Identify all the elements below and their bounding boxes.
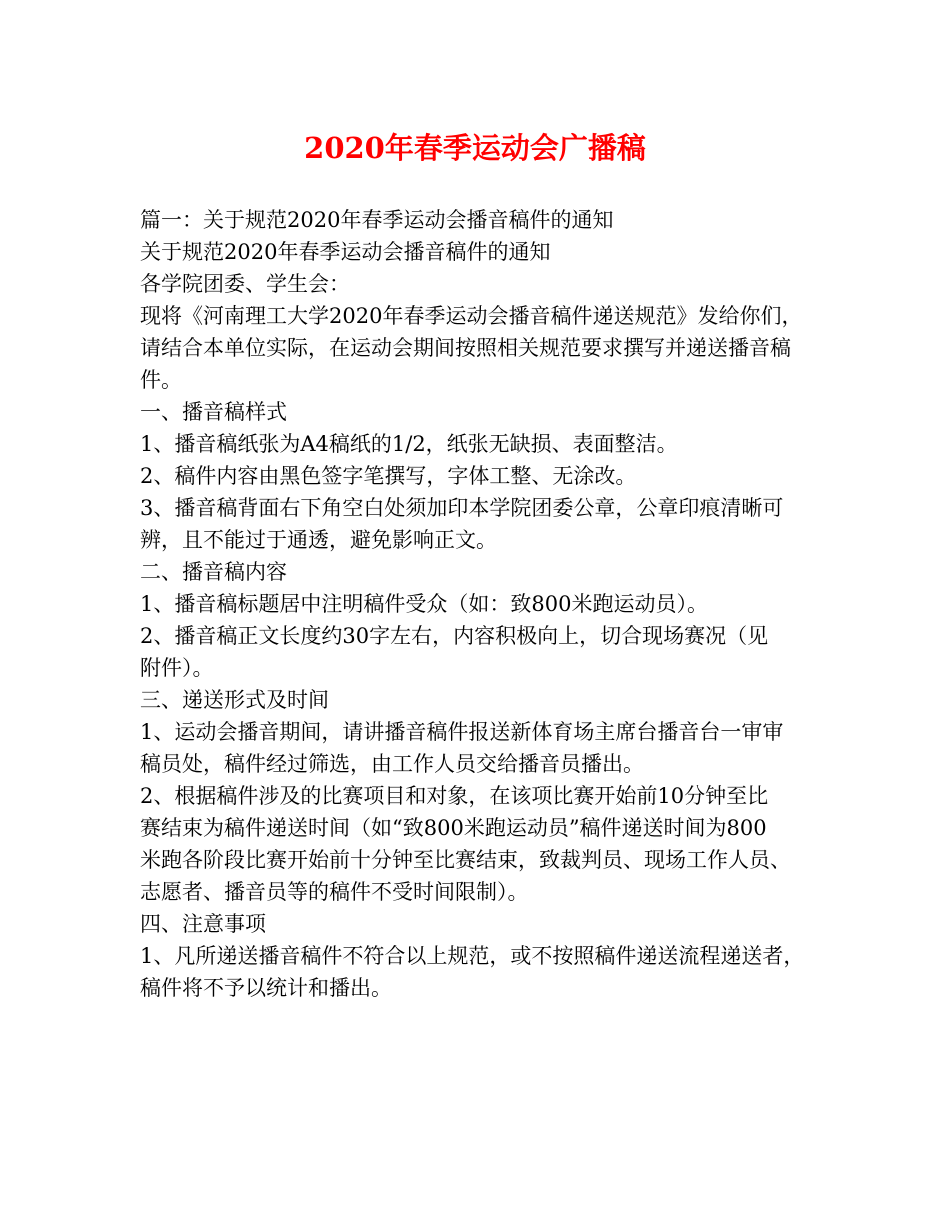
document-title: 2020年春季运动会广播稿 xyxy=(304,131,646,165)
text-line: 二、播音稿内容 xyxy=(140,560,287,584)
text-line: 请结合本单位实际，在运动会期间按照相关规范要求撰写并递送播音稿 xyxy=(140,336,791,360)
text-line: 2、播音稿正文长度约30字左右，内容积极向上，切合现场赛况（见 xyxy=(140,624,769,648)
text-line: 赛结束为稿件递送时间（如“致800米跑运动员”稿件递送时间为800 xyxy=(140,816,767,840)
text-line: 1、运动会播音期间，请讲播音稿件报送新体育场主席台播音台一审审 xyxy=(140,720,784,744)
text-line: 三、递送形式及时间 xyxy=(140,688,329,712)
text-line: 各学院团委、学生会： xyxy=(140,272,350,296)
text-line: 稿员处，稿件经过筛选，由工作人员交给播音员播出。 xyxy=(140,752,644,776)
text-line: 米跑各阶段比赛开始前十分钟至比赛结束，致裁判员、现场工作人员、 xyxy=(140,848,791,872)
text-line: 一、播音稿样式 xyxy=(140,400,287,424)
text-line: 1、凡所递送播音稿件不符合以上规范，或不按照稿件递送流程递送者， xyxy=(140,944,805,968)
text-line: 现将《河南理工大学2020年春季运动会播音稿件递送规范》发给你们， xyxy=(140,304,803,328)
text-line: 篇一：关于规范2020年春季运动会播音稿件的通知 xyxy=(140,208,614,232)
text-line: 2、根据稿件涉及的比赛项目和对象，在该项比赛开始前10分钟至比 xyxy=(140,784,769,808)
text-line: 3、播音稿背面右下角空白处须加印本学院团委公章，公章印痕清晰可 xyxy=(140,496,784,520)
text-line: 件。 xyxy=(140,368,182,392)
text-line: 关于规范2020年春季运动会播音稿件的通知 xyxy=(140,240,551,264)
document-body xyxy=(140,204,830,1004)
text-line: 辨，且不能过于通透，避免影响正文。 xyxy=(140,528,497,552)
text-line: 志愿者、播音员等的稿件不受时间限制）。 xyxy=(140,880,529,904)
text-line: 1、播音稿标题居中注明稿件受众（如：致800米跑运动员）。 xyxy=(140,592,708,616)
text-line: 附件）。 xyxy=(140,656,214,680)
text-line: 2、稿件内容由黑色签字笔撰写，字体工整、无涂改。 xyxy=(140,464,637,488)
text-line: 1、播音稿纸张为A4稿纸的1/2，纸张无缺损、表面整洁。 xyxy=(140,432,678,456)
text-line: 稿件将不予以统计和播出。 xyxy=(140,976,392,1000)
text-line: 四、注意事项 xyxy=(140,912,266,936)
